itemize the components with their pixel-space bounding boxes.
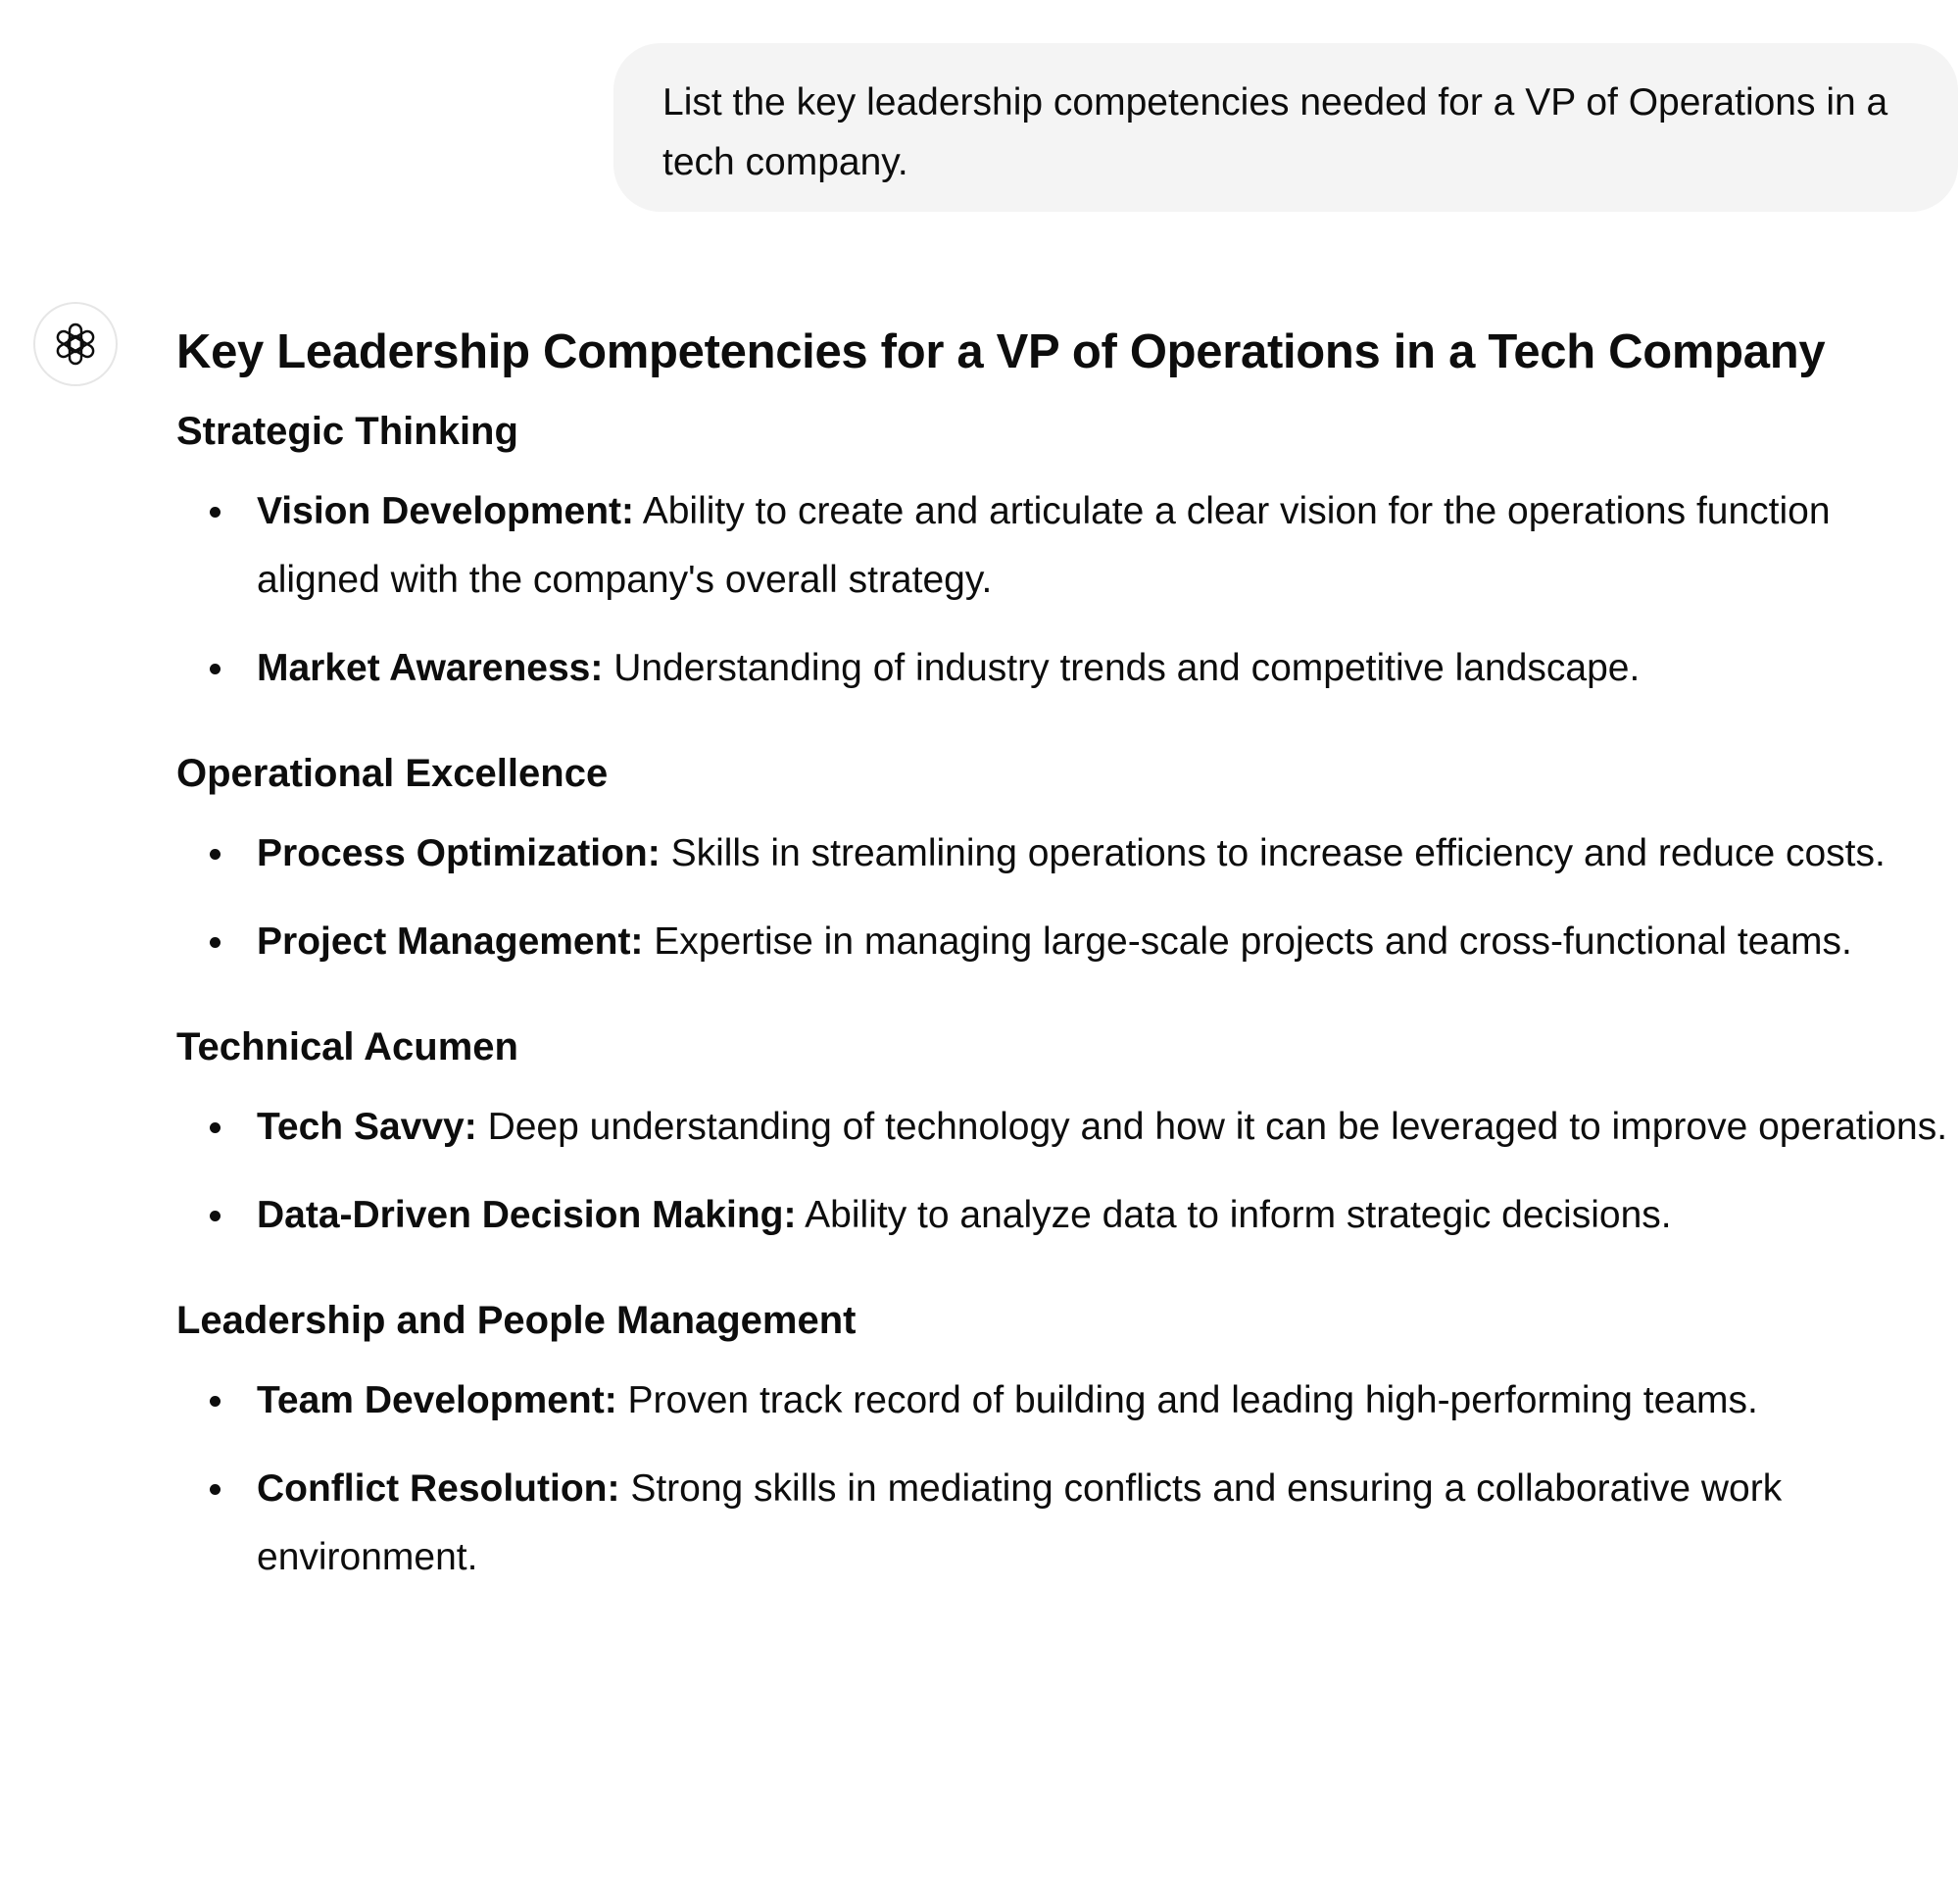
item-text: Skills in streamlining operations to increase efficiency and reduce costs. bbox=[670, 832, 1886, 874]
bullet-dot bbox=[210, 1396, 220, 1407]
list-item bbox=[176, 1366, 1950, 1435]
item-text: Understanding of industry trends and competitive landscape. bbox=[613, 647, 1641, 689]
openai-logo-icon bbox=[51, 320, 100, 369]
bullet-dot bbox=[210, 1122, 220, 1133]
section-heading: Operational Excellence bbox=[176, 752, 609, 795]
list-item bbox=[176, 477, 1950, 615]
section-strategic-thinking bbox=[176, 402, 1950, 703]
bullet-list bbox=[176, 819, 1950, 976]
item-text: Ability to analyze data to inform strategic decisions. bbox=[805, 1194, 1672, 1236]
bullet-dot bbox=[210, 1211, 220, 1221]
item-term: Process Optimization: bbox=[257, 832, 661, 874]
section-heading: Strategic Thinking bbox=[176, 410, 518, 453]
list-item bbox=[176, 1093, 1950, 1162]
item-text: Deep understanding of technology and how it can be leveraged to improve operations. bbox=[487, 1106, 1948, 1148]
user-message-bubble bbox=[613, 43, 1958, 212]
list-item bbox=[176, 908, 1950, 976]
item-term: Team Development: bbox=[257, 1379, 617, 1421]
section-leadership-people-management bbox=[176, 1291, 1950, 1592]
list-item bbox=[176, 634, 1950, 703]
list-item bbox=[176, 1455, 1950, 1592]
item-text: Proven track record of building and leading high-performing teams. bbox=[627, 1379, 1758, 1421]
bullet-list bbox=[176, 1093, 1950, 1250]
assistant-response bbox=[176, 314, 1950, 1592]
item-text: Strong skills in mediating conflicts and ensuring a collaborative work environment. bbox=[257, 1467, 1783, 1578]
assistant-avatar bbox=[33, 302, 118, 386]
item-term: Conflict Resolution: bbox=[257, 1467, 620, 1510]
item-text: Ability to create and articulate a clear vision for the operations function aligned with the company's overall strategy. bbox=[257, 490, 1831, 601]
section-technical-acumen bbox=[176, 1018, 1950, 1250]
user-message-text: List the key leadership competencies needed for a VP of Operations in a tech company. bbox=[662, 81, 1888, 183]
list-item bbox=[176, 819, 1950, 888]
bullet-list bbox=[176, 1366, 1950, 1592]
bullet-dot bbox=[210, 849, 220, 860]
item-term: Data-Driven Decision Making: bbox=[257, 1194, 797, 1236]
item-term: Project Management: bbox=[257, 920, 644, 963]
item-term: Tech Savvy: bbox=[257, 1106, 477, 1148]
bullet-dot bbox=[210, 937, 220, 948]
item-term: Market Awareness: bbox=[257, 647, 604, 689]
list-item bbox=[176, 1181, 1950, 1250]
section-heading: Technical Acumen bbox=[176, 1025, 518, 1068]
response-title: Key Leadership Competencies for a VP of Operations in a Tech Company bbox=[176, 325, 1826, 378]
section-heading: Leadership and People Management bbox=[176, 1299, 857, 1342]
item-term: Vision Development: bbox=[257, 490, 635, 532]
section-operational-excellence bbox=[176, 744, 1950, 976]
bullet-dot bbox=[210, 507, 220, 518]
bullet-dot bbox=[210, 1484, 220, 1495]
item-text: Expertise in managing large-scale projects and cross-functional teams. bbox=[654, 920, 1852, 963]
bullet-dot bbox=[210, 664, 220, 674]
bullet-list bbox=[176, 477, 1950, 703]
